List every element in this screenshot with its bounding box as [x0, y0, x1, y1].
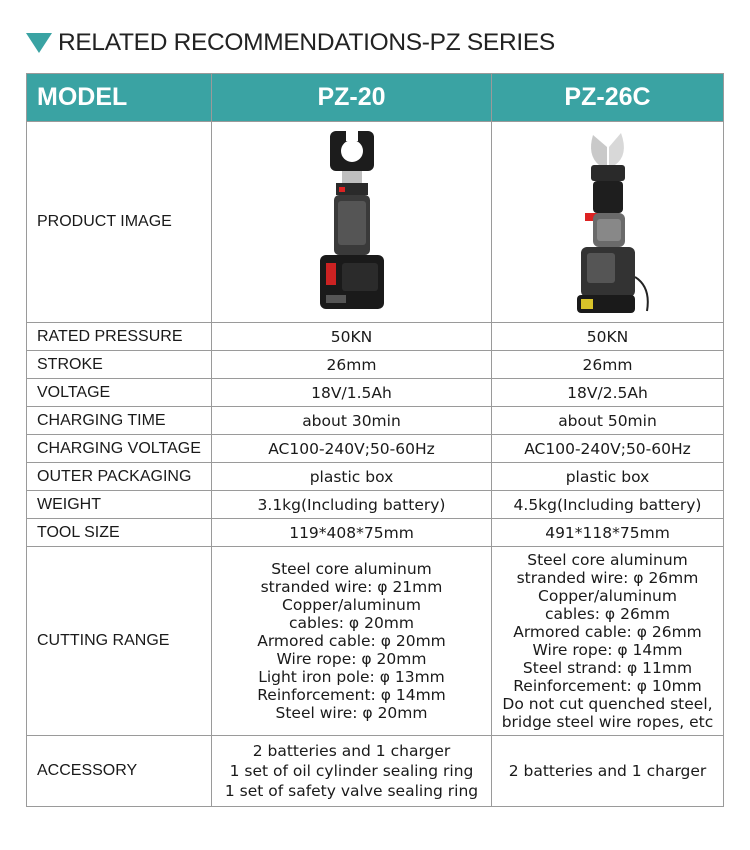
column-header-pz26c: PZ-26C	[492, 74, 724, 122]
cutting-line: Light iron pole: φ 13mm	[258, 668, 445, 686]
cutting-line: cables: φ 26mm	[545, 605, 670, 623]
cutting-line: Armored cable: φ 20mm	[257, 632, 446, 650]
table-row	[27, 519, 724, 547]
cell-pz26c: 50KN	[492, 323, 724, 351]
table-row-accessory	[27, 736, 724, 807]
row-label: STROKE	[27, 351, 212, 379]
accessory-line: 1 set of oil cylinder sealing ring	[229, 762, 474, 780]
table-row	[27, 351, 724, 379]
cell-pz26c: 491*118*75mm	[492, 519, 724, 547]
column-header-model: MODEL	[27, 74, 212, 122]
table-row-cutting-range	[27, 547, 724, 736]
accessory-line: 2 batteries and 1 charger	[508, 762, 707, 780]
cell-pz20: 26mm	[212, 351, 492, 379]
accessory-pz26c	[492, 736, 724, 807]
cutting-line: Armored cable: φ 26mm	[513, 623, 702, 641]
accessory-pz20	[212, 736, 492, 807]
cutting-line: stranded wire: φ 21mm	[260, 578, 443, 596]
row-label: CHARGING TIME	[27, 407, 212, 435]
row-label: TOOL SIZE	[27, 519, 212, 547]
table-row	[27, 435, 724, 463]
cell-pz20: 50KN	[212, 323, 492, 351]
table-row	[27, 323, 724, 351]
row-label: WEIGHT	[27, 491, 212, 519]
table-row	[27, 379, 724, 407]
cell-pz26c: 4.5kg(Including battery)	[492, 491, 724, 519]
cutting-line: stranded wire: φ 26mm	[516, 569, 699, 587]
section-title: RELATED RECOMMENDATIONS-PZ SERIES	[58, 29, 555, 56]
table-row	[27, 407, 724, 435]
cell-pz26c: plastic box	[492, 463, 724, 491]
table-row-product-image	[27, 122, 724, 323]
cutting-line: Do not cut quenched steel,	[502, 695, 713, 713]
cutting-line: cables: φ 20mm	[289, 614, 414, 632]
row-label: VOLTAGE	[27, 379, 212, 407]
accessory-line: 1 set of safety valve sealing ring	[224, 782, 479, 800]
cell-pz26c: 18V/2.5Ah	[492, 379, 724, 407]
cutting-line: Steel wire: φ 20mm	[275, 704, 428, 722]
cutting-line: Wire rope: φ 14mm	[532, 641, 683, 659]
row-label: OUTER PACKAGING	[27, 463, 212, 491]
cutting-line: Steel core aluminum	[271, 560, 432, 578]
cell-pz20: 18V/1.5Ah	[212, 379, 492, 407]
column-header-pz20: PZ-20	[212, 74, 492, 122]
pz26c-tool-image	[563, 127, 653, 317]
cutting-line: Steel strand: φ 11mm	[522, 659, 693, 677]
pz20-tool-image	[312, 127, 392, 317]
cutting-range-pz20	[212, 547, 492, 736]
row-label: CHARGING VOLTAGE	[27, 435, 212, 463]
cutting-line: Copper/aluminum	[282, 596, 421, 614]
product-image-pz26c	[492, 122, 724, 323]
triangle-marker-icon	[26, 33, 52, 53]
section-header	[26, 28, 555, 58]
table-row	[27, 491, 724, 519]
cutting-line: bridge steel wire ropes, etc	[501, 713, 714, 731]
table-header-row	[27, 74, 724, 122]
row-label: RATED PRESSURE	[27, 323, 212, 351]
row-label: ACCESSORY	[27, 736, 212, 807]
cutting-line: Reinforcement: φ 14mm	[257, 686, 446, 704]
cutting-line: Wire rope: φ 20mm	[276, 650, 427, 668]
cell-pz20: 3.1kg(Including battery)	[212, 491, 492, 519]
cutting-line: Steel core aluminum	[527, 551, 688, 569]
cell-pz26c: AC100-240V;50-60Hz	[492, 435, 724, 463]
product-image-pz20	[212, 122, 492, 323]
row-label: PRODUCT IMAGE	[27, 122, 212, 323]
accessory-line: 2 batteries and 1 charger	[252, 742, 451, 760]
cutting-line: Reinforcement: φ 10mm	[513, 677, 702, 695]
cell-pz26c: 26mm	[492, 351, 724, 379]
cutting-line: Copper/aluminum	[538, 587, 677, 605]
table-row	[27, 463, 724, 491]
cell-pz20: about 30min	[212, 407, 492, 435]
cell-pz20: plastic box	[212, 463, 492, 491]
cell-pz26c: about 50min	[492, 407, 724, 435]
row-label: CUTTING RANGE	[27, 547, 212, 736]
cutting-range-pz26c	[492, 547, 724, 736]
cell-pz20: AC100-240V;50-60Hz	[212, 435, 492, 463]
spec-comparison-table	[26, 73, 724, 807]
cell-pz20: 119*408*75mm	[212, 519, 492, 547]
